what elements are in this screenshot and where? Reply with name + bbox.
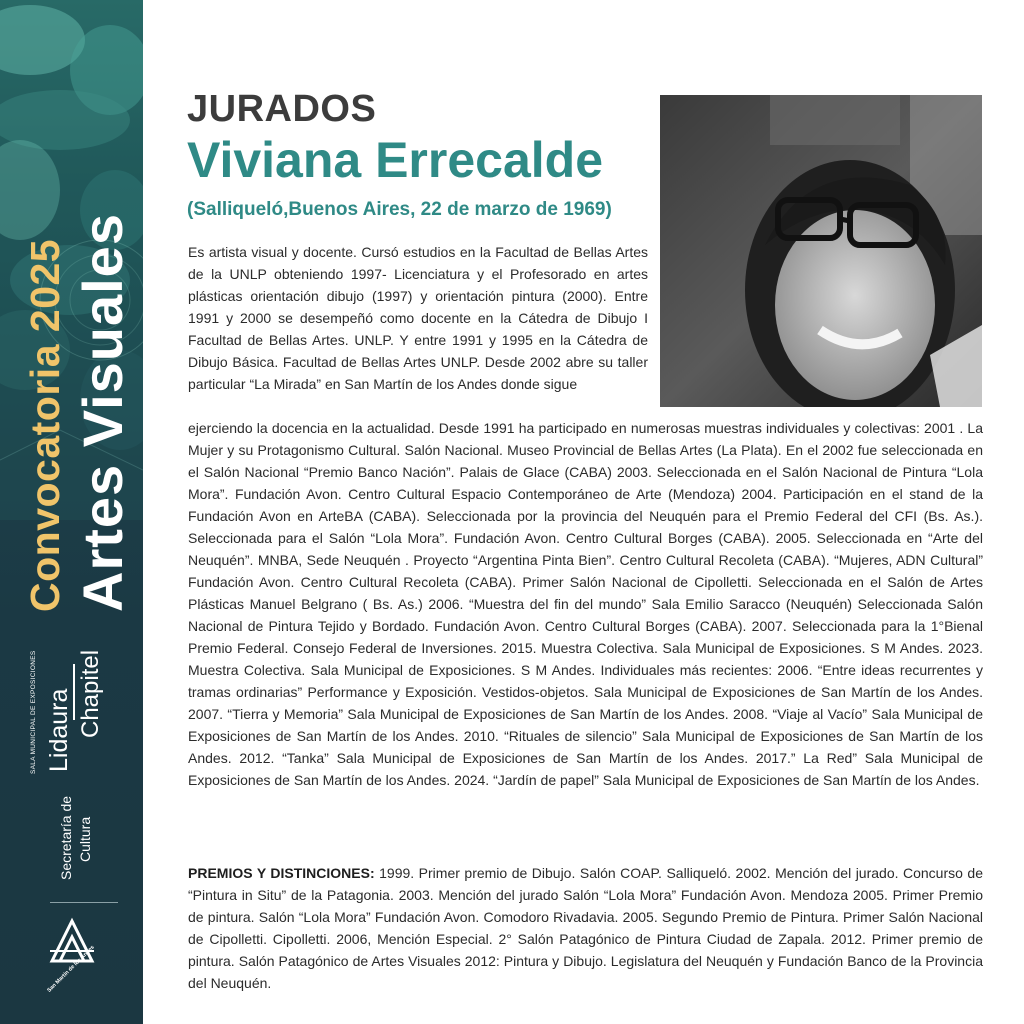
cultura-label: Cultura (77, 816, 93, 862)
juror-name: Viviana Errecalde (187, 132, 604, 188)
portrait-photo (660, 95, 982, 407)
chapitel-label: Chapitel (77, 649, 104, 738)
bio-intro: Es artista visual y docente. Cursó estudios en la Facultad de Bellas Artes de la UNLP obteniendo 1997- Licenciatura y el Profesorado en artes plásticas orientación dibujo (1997) y orientación pintura (2000). Entre 1991 y 2000 se desempeñó como docente en la Cátedra de Dibujo I Facultad de Bellas Artes. UNLP. Y entre 1991 y 1995 en la Cátedra de Dibujo Básica. Facultad de Bellas Artes UNLP. Desde 2002 abre su taller particular “La Mirada” en San Martín de los Andes donde sigue (188, 244, 648, 392)
municipality-logo-icon (48, 915, 96, 965)
lidaura-label: Lidaura (45, 688, 73, 772)
awards-label: PREMIOS Y DISTINCIONES: (188, 865, 375, 881)
logo-divider (73, 664, 75, 720)
artes-visuales-title: Artes Visuales (71, 213, 134, 612)
awards-text: 1999. Primer premio de Dibujo. Salón COAP. Salliqueló. 2002. Mención del jurado. Concurso de “Pintura in Situ” de la Patagonia. 2003. Mención del jurado Salón “Lola Mora” Fundación Avon. Mendoza 2005. Primer Premio de pintura. Salón “Lola Mora” Fundación Avon. Comodoro Rivadavia. 2005. Segundo Premio de Pintura. Primer Salón Nacional de Cipolletti. Cipolletti. 2006, Mención Especial. 2° Salón Patagónico de Pintura Ciudad de Zapala. 2012. Primer premio de pintura. Salón Patagónico de Artes Visuales 2012: Pintura y Dibujo. Legislatura del Neuquén y Fundación Banco de la Provincia del Neuquén. (188, 865, 983, 991)
sala-label: SALA MUNICIPAL DE EXPOSICIONES (30, 650, 37, 774)
sidebar-banner (0, 0, 143, 1024)
municipality-name: San Martín de los Andes (46, 944, 96, 994)
awards-section (188, 862, 983, 994)
birth-info: (Salliqueló,Buenos Aires, 22 de marzo de 1969) (187, 199, 612, 220)
convocatoria-title: Convocatoria 2025 (22, 238, 68, 612)
bio-exhibitions: ejerciendo la docencia en la actualidad. Desde 1991 ha participado en numerosas muestras individuales y colectivas: 2001 . La Mujer y su Protagonismo Cultural. Salón Nacional. Museo Provincial de Bellas Artes (La Plata). En el 2002 fue seleccionada en el Salón Nacional “Premio Banco Nación”. Palais de Glace (CABA) 2003. Seleccionada en el Salón Nacional de Pintura “Lola Mora”. Fundación Avon. Centro Cultural Espacio Contemporáneo de Arte (Mendoza) 2004. Participación en el stand de la Fundación Avon en ArteBA (CABA). Seleccionada por la provincia del Neuquén para el Premio Federal del CFI (Bs. As.). Seleccionada para el Salón “Lola Mora”. Fundación Avon. Centro Cultural Borges (CABA). 2005. Seleccionada en “Arte del Neuquén”. MNBA, Sede Neuquén . Proyecto “Argentina Pinta Bien”. Centro Cultural Recoleta (CABA). “Mujeres, ADN Cultural” Fundación Avon. Centro Cultural Recoleta (CABA). Primer Salón Nacional de Cipolletti. Seleccionada en el Salón de Artes Plásticas Manuel Belgrano ( Bs. As.) 2006. “Muestra del fin del mundo” Sala Emilio Saracco (Neuquén) Seleccionada Salón Nacional de Pintura Tejido y Bordado. Fundación Avon. Centro Cultural Borges (CABA). 2007. Seleccionada para la 1°Bienal Premio Federal. Consejo Federal de Inversiones. 2015. Muestra Colectiva. Sala Municipal de Exposiciones. S M Andes. 2023. Muestra Colectiva. Sala Municipal de Exposiciones. S M Andes. Individuales más recientes: 2006. “Entre ideas recurrentes y tramas ordinarias” Performance y Exposición. Vestidos-objetos. Sala Municipal de Exposiciones de San Martín de los Andes. 2007. “Tierra y Memoria” Sala Municipal de Exposiciones de San Martín de los Andes. 2008. “Viaje al Vacío” Sala Municipal de Exposiciones de San Martín de los Andes. 2010. “Rituales de silencio” Sala Municipal de Exposiciones de San Martín de los Andes. 2012. “Tanka” Sala Municipal de Exposiciones de San Martín de los Andes. 2017.” La Red” Sala Municipal de Exposiciones de San Martín de los Andes. 2024. “Jardín de papel” Sala Municipal de Exposiciones de San Martín de los Andes. (188, 420, 983, 788)
secretaria-label: Secretaría de (58, 795, 74, 880)
sidebar-divider (50, 902, 118, 903)
section-heading: JURADOS (187, 88, 377, 130)
